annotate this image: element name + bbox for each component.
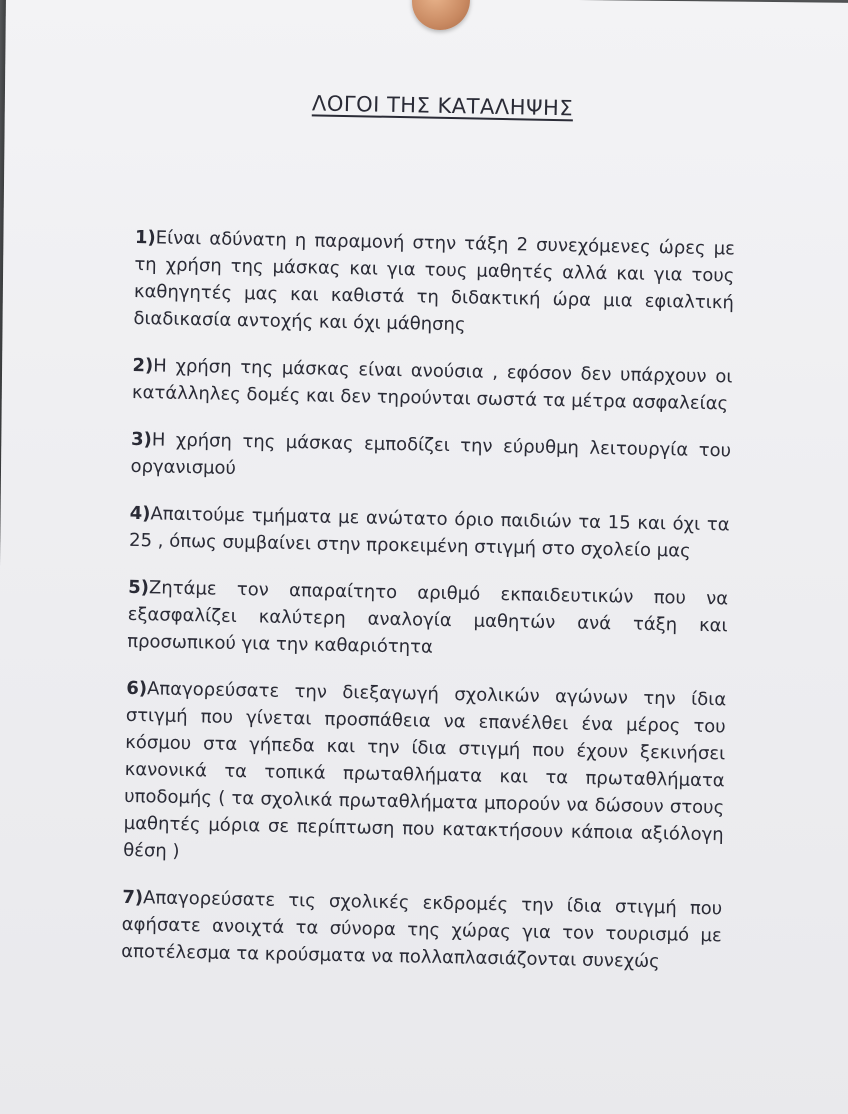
item-text: Ζητάμε τον απαραίτητο αριθμό εκπαιδευτικών που να εξασφαλίζει καλύτερη αναλογία μαθητών ανά τάξη και προσωπικού για την καθαριότητα [127, 577, 729, 658]
list-item-4 [129, 500, 730, 566]
list-item-7 [121, 884, 722, 977]
item-text: Η χρήση της μάσκας εμποδίζει την εύρυθμη λειτουργία του οργανισμού [130, 429, 732, 479]
item-text: Είναι αδύνατη η παραμονή στην τάξη 2 συνεχόμενες ώρες με τη χρήση της μάσκας και για τους μαθητές αλλά και για τους καθηγητές μας και καθιστά τη διδακτική ώρα μια εφιαλτική διαδικασία αντοχής και όχι μάθησης [133, 227, 736, 336]
item-number: 2) [132, 354, 154, 377]
item-number: 7) [122, 886, 144, 909]
list-item-2 [132, 352, 733, 418]
list-item-6 [123, 675, 727, 875]
list-item-3 [130, 426, 731, 492]
item-number: 6) [126, 677, 148, 700]
item-number: 5) [128, 576, 150, 599]
document-body [121, 80, 738, 996]
document-title: ΛΟΓΟΙ ΤΗΣ ΚΑΤΑΛΗΨΗΣ [311, 91, 574, 121]
item-text: Η χρήση της μάσκας είναι ανούσια , εφόσον δεν υπάρχουν οι κατάλληλες δομές και δεν τηρούνται σωστά τα μέτρα ασφαλείας [131, 355, 733, 415]
item-text: Απαγορεύσατε την διεξαγωγή σχολικών αγώνων την ίδια στιγμή που γίνεται προσπάθεια να επανέλθει ένα μέρος του κόσμου στα γήπεδα και την ίδια στιγμή που έχουν ξεκινήσει κανονικά τα τοπικά πρωταθλήματα και τα πρωταθλήματα υποδομής ( τα σχολικά πρωταθλήματα μπορούν να δώσουν στους μαθητές μόρια σε περίπτωση που κατακτήσουν κάποια αξιόλογη θέση ) [123, 678, 727, 862]
item-number: 3) [130, 428, 153, 451]
item-text: Απαγορεύσατε τις σχολικές εκδρομές την ίδια στιγμή που αφήσατε ανοιχτά τα σύνορα της χώρας για τον τουρισμό με αποτέλεσμα τα κρούσματα να πολλαπλασιάζονται συνεχώς [121, 887, 723, 973]
item-number: 1) [134, 226, 156, 249]
item-number: 4) [129, 502, 151, 525]
list-item-5 [127, 574, 728, 667]
demands-list [121, 224, 735, 976]
item-text: Απαιτούμε τμήματα με ανώτατο όριο παιδιών τα 15 και όχι τα 25 , όπως συμβαίνει στην προκειμένη στιγμή στο σχολείο μας [128, 503, 730, 562]
list-item-1 [133, 224, 735, 343]
